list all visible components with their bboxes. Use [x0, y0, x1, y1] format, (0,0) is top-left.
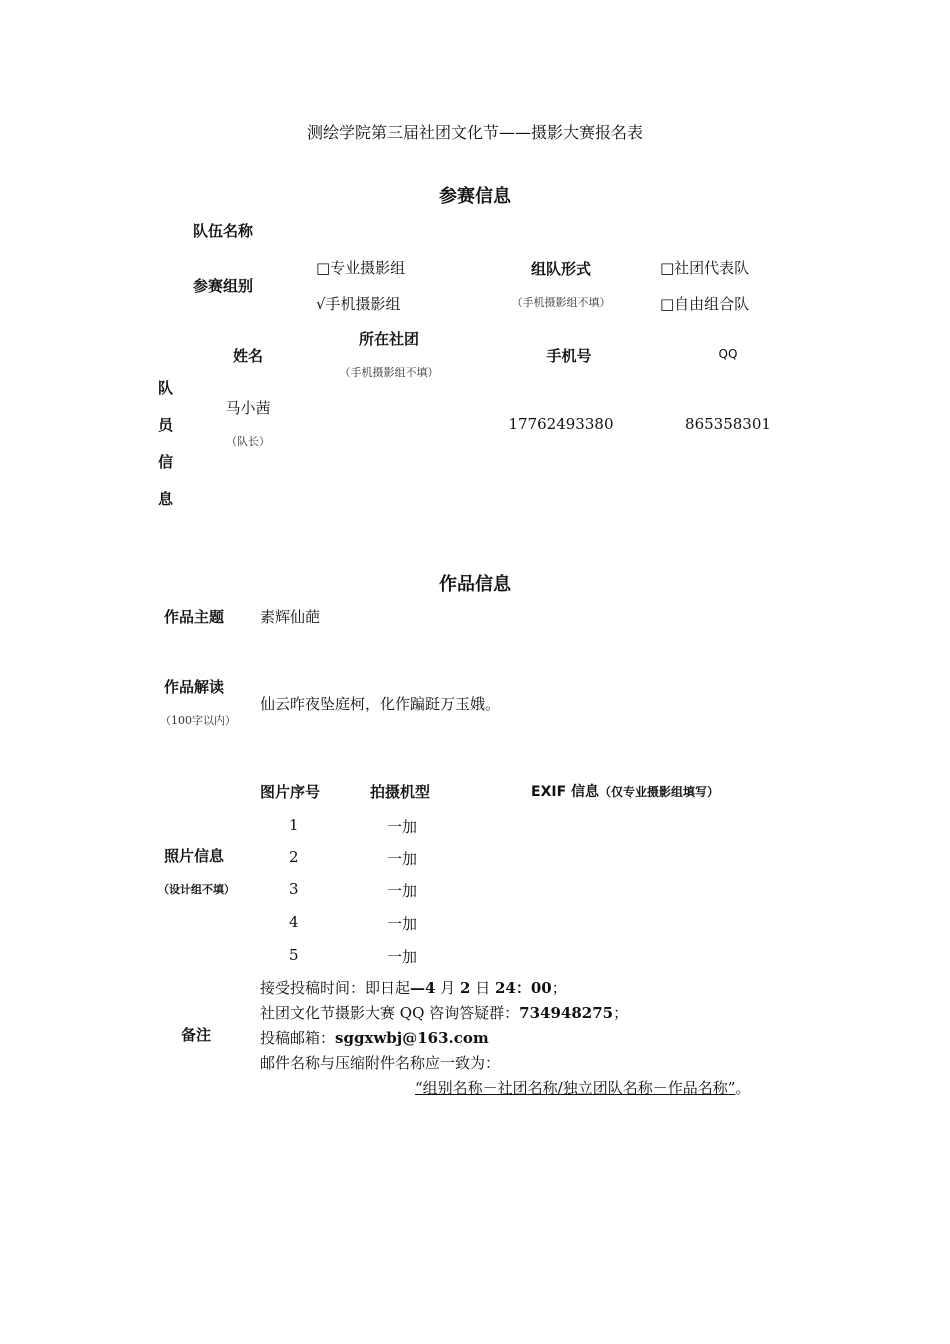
photo-index: 5 — [289, 946, 299, 964]
document-title: 测绘学院第三届社团文化节——摄影大赛报名表 — [306, 123, 644, 142]
interpretation-note: （100字以内） — [160, 714, 236, 727]
group-option-professional[interactable]: □专业摄影组 — [316, 259, 406, 277]
member-header-qq: QQ — [718, 347, 738, 361]
member-qq: 865358301 — [685, 415, 771, 433]
group-label: 参赛组别 — [193, 277, 254, 295]
photo-index: 3 — [289, 880, 299, 898]
photo-index: 4 — [289, 913, 299, 931]
email-address[interactable]: sggxwbj@163.com — [335, 1029, 489, 1047]
member-header-club-note: （手机摄影组不填） — [339, 366, 439, 379]
members-side-label-1: 队 — [158, 379, 174, 397]
team-name-label: 队伍名称 — [193, 222, 254, 240]
photo-camera: 一加 — [387, 850, 418, 868]
notes-line-qq-group: 社团文化节摄影大赛 QQ 咨询答疑群：734948275； — [260, 1004, 629, 1022]
formation-option-club[interactable]: □社团代表队 — [660, 259, 750, 277]
notes-label: 备注 — [181, 1026, 212, 1044]
photo-label: 照片信息 — [164, 847, 225, 865]
formation-note: （手机摄影组不填） — [511, 296, 611, 309]
photo-header-camera: 拍摄机型 — [370, 783, 431, 801]
formation-label: 组队形式 — [530, 260, 592, 278]
member-role: （队长） — [226, 435, 270, 448]
member-header-phone: 手机号 — [546, 347, 592, 365]
formation-option-free[interactable]: □自由组合队 — [660, 295, 750, 313]
work-section-heading: 作品信息 — [439, 574, 511, 595]
photo-index: 2 — [289, 848, 299, 866]
interpretation-value: 仙云昨夜坠庭柯，化作蹁跹万玉娥。 — [260, 695, 501, 713]
notes-line-naming-rule: 邮件名称与压缩附件名称应一致为： — [260, 1054, 501, 1072]
photo-header-exif-title: EXIF 信息 — [531, 784, 600, 800]
notes-line-email: 投稿邮箱：sggxwbj@163.com — [260, 1029, 489, 1047]
members-side-label-4: 息 — [158, 490, 174, 508]
member-phone: 17762493380 — [508, 415, 614, 433]
photo-header-exif — [531, 781, 719, 801]
member-header-club: 所在社团 — [358, 330, 420, 348]
interpretation-label: 作品解读 — [164, 678, 225, 696]
notes-line-submission-time: 接受投稿时间：即日起—4 月 2 日 24：00； — [260, 979, 567, 997]
member-name: 马小茜 — [225, 399, 271, 417]
photo-note: （设计组不填） — [158, 883, 235, 896]
photo-camera: 一加 — [387, 882, 418, 900]
theme-label: 作品主题 — [164, 608, 225, 626]
photo-header-exif-note: （仅专业摄影组填写） — [599, 785, 720, 799]
photo-camera: 一加 — [387, 915, 418, 933]
theme-value: 素辉仙葩 — [260, 608, 321, 626]
members-side-label-2: 员 — [158, 416, 174, 434]
photo-camera: 一加 — [387, 948, 418, 966]
entry-section-heading: 参赛信息 — [439, 186, 511, 207]
photo-index: 1 — [289, 816, 299, 834]
group-option-mobile[interactable]: √手机摄影组 — [316, 295, 401, 313]
member-header-name: 姓名 — [232, 347, 264, 365]
photo-header-index: 图片序号 — [260, 783, 321, 801]
members-side-label-3: 信 — [158, 453, 174, 471]
notes-line-naming-format: “组别名称－社团名称/独立团队名称－作品名称”。 — [415, 1079, 751, 1097]
photo-camera: 一加 — [387, 818, 418, 836]
